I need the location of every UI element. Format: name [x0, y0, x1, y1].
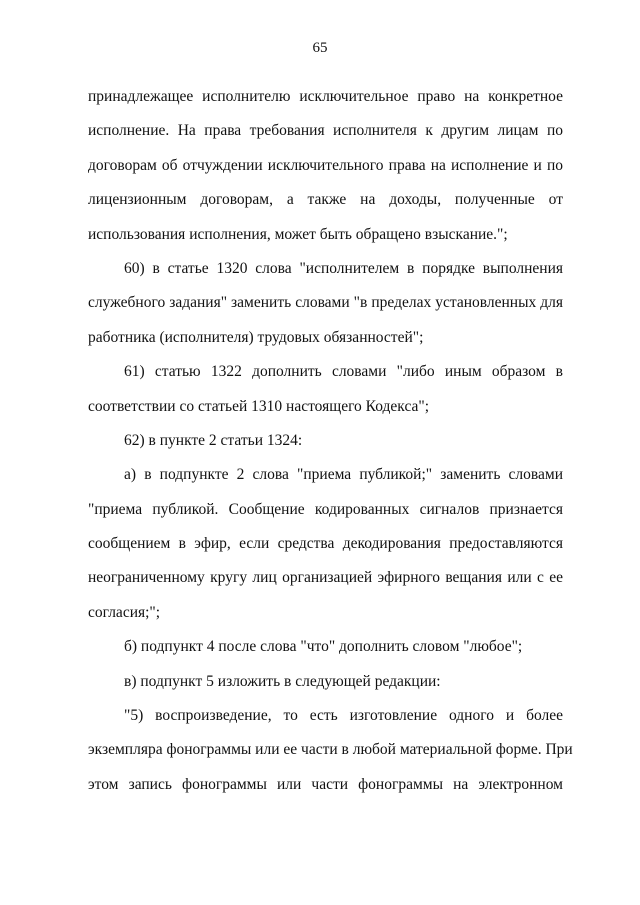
text-line: "приема публикой. Сообщение кодированных сигналов признается [88, 500, 563, 518]
text-line: а) в подпункте 2 слова "приема публикой;" заменить словами [124, 466, 563, 484]
text-line: 60) в статье 1320 слова "исполнителем в порядке выполнения [124, 259, 563, 277]
text-line: лицензионным договорам, а также на доходы, полученные от [88, 191, 563, 209]
text-line: соответствии со статьей 1310 настоящего Кодекса"; [88, 397, 430, 415]
text-line: неограниченному кругу лиц организацией эфирного вещания или с ее [88, 569, 563, 587]
text-line: этом запись фонограммы или части фонограммы на электронном [88, 775, 563, 793]
text-line: 61) статью 1322 дополнить словами "либо иным образом в [124, 363, 563, 381]
text-line: "5) воспроизведение, то есть изготовление одного и более [124, 707, 563, 725]
text-line: сообщением в эфир, если средства декодирования предоставляются [88, 535, 563, 553]
text-line: работника (исполнителя) трудовых обязанностей"; [88, 328, 424, 346]
text-line: использования исполнения, может быть обращено взыскание."; [88, 225, 508, 243]
text-line: экземпляра фонограммы или ее части в любой материальной форме. При [88, 741, 573, 759]
document-body [88, 80, 573, 802]
text-line: принадлежащее исполнителю исключительное право на конкретное [88, 88, 563, 105]
text-line: 62) в пункте 2 статьи 1324: [124, 431, 303, 449]
page-number: 65 [312, 40, 328, 56]
text-line: в) подпункт 5 изложить в следующей редакции: [124, 672, 441, 690]
text-line: служебного задания" заменить словами "в пределах установленных для [88, 294, 563, 312]
text-line: б) подпункт 4 после слова "что" дополнить словом "любое"; [124, 638, 523, 656]
text-line: договорам об отчуждении исключительного права на исполнение и по [88, 156, 563, 174]
text-line: исполнение. На права требования исполнителя к другим лицам по [88, 122, 563, 140]
text-line: согласия;"; [88, 603, 161, 621]
